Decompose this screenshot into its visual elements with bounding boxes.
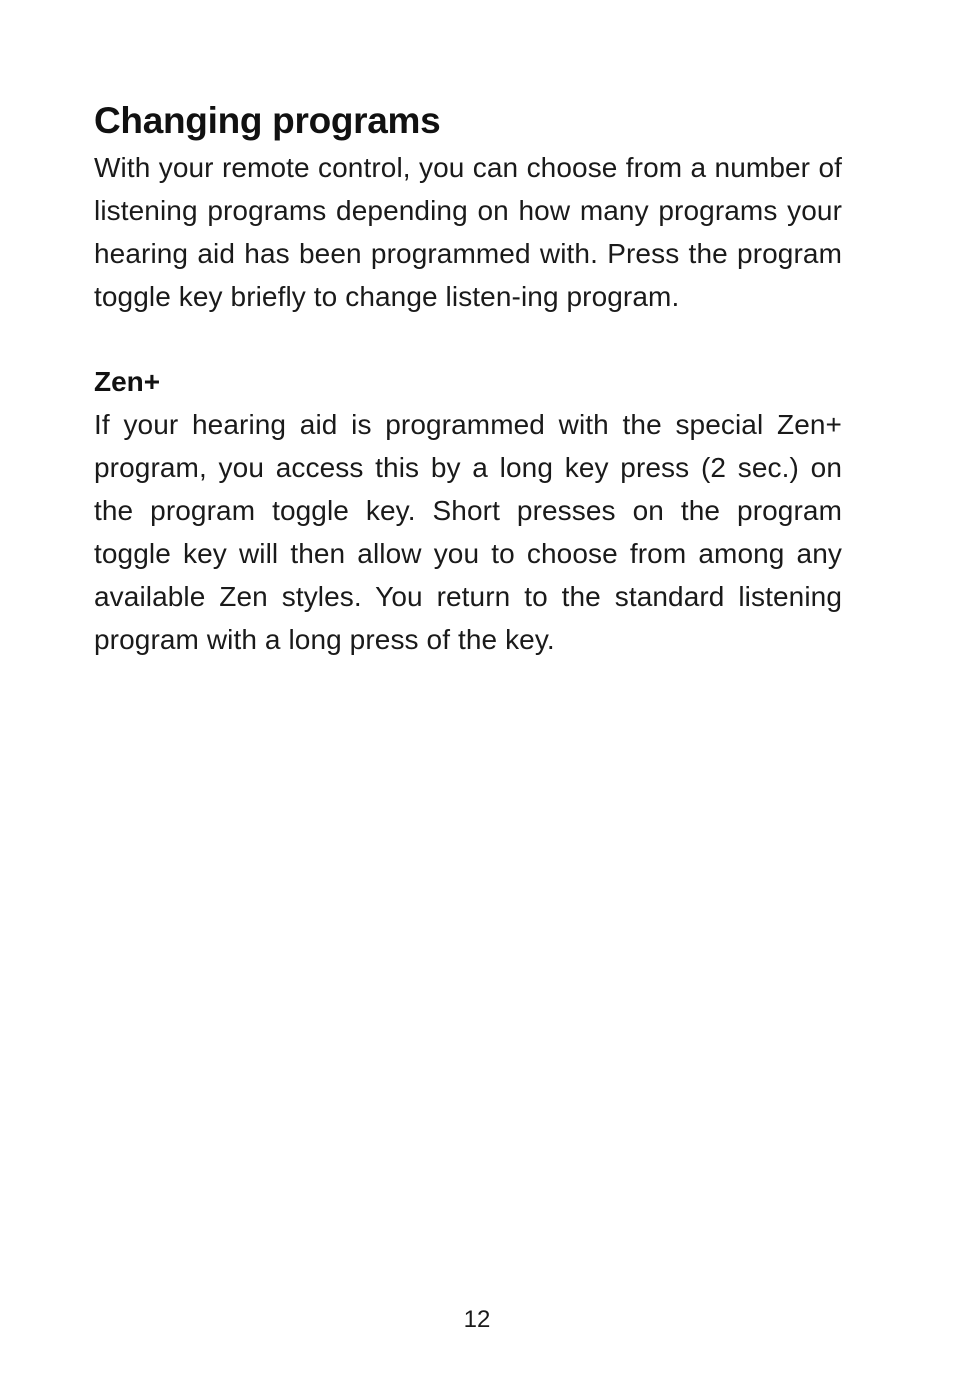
page-content <box>94 96 842 661</box>
page-number: 12 <box>463 1306 491 1333</box>
section-paragraph: With your remote control, you can choose from a number of listening programs depending on how many programs your hearing aid has been programmed with. Press the program toggle key briefly to change listen-ing program. <box>94 152 842 312</box>
section-title: Changing programs <box>94 100 441 141</box>
subsection-paragraph: If your hearing aid is programmed with the special Zen+ program, you access this by a long key press (2 sec.) on the program toggle key. Short presses on the program toggle key will then allow you to choose from among any available Zen styles. You return to the standard listening program with a long press of the key. <box>94 409 842 655</box>
subsection-title: Zen+ <box>94 366 161 397</box>
